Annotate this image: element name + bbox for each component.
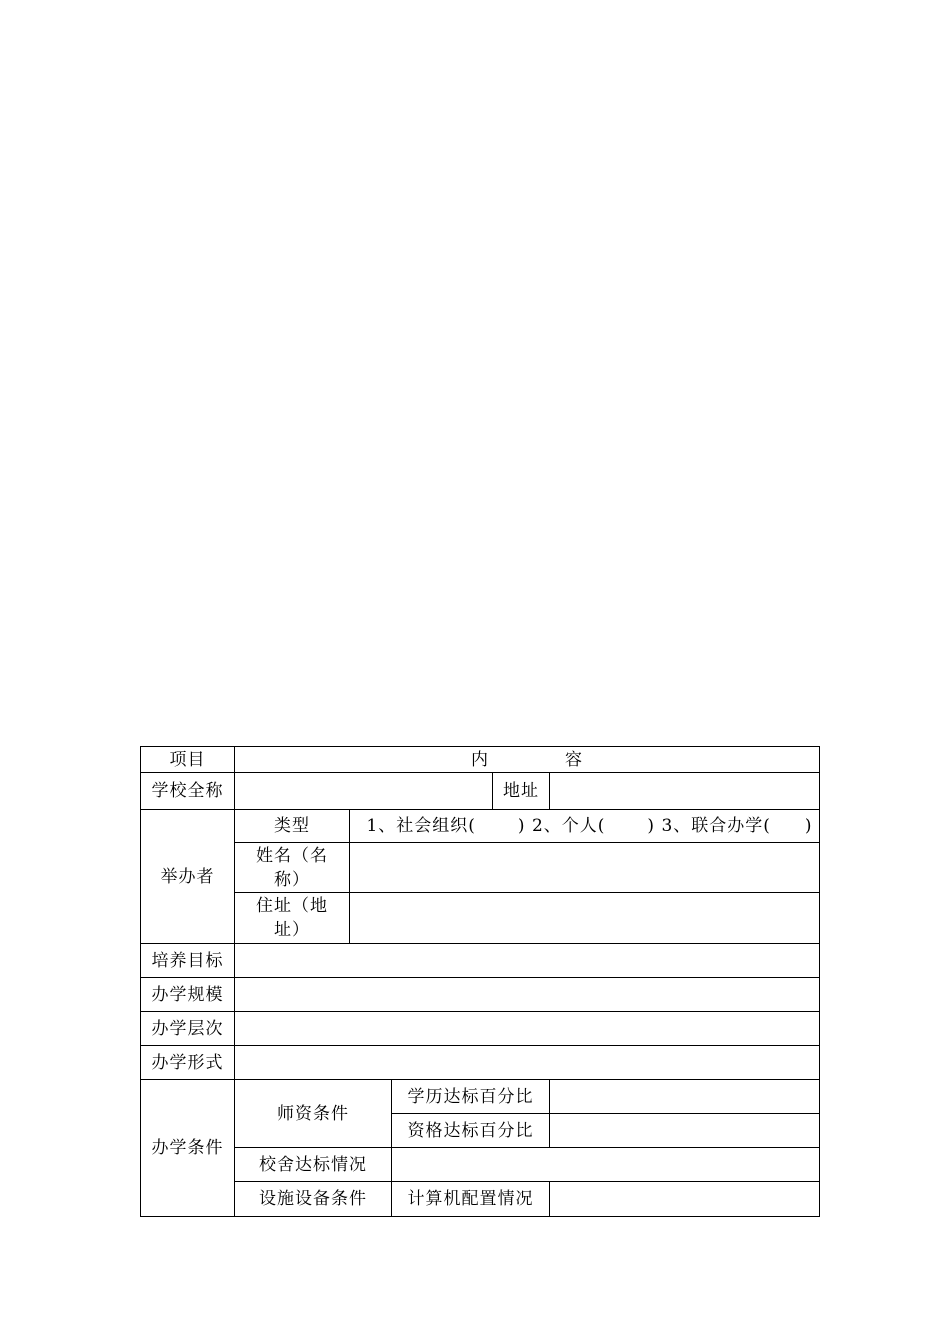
level-row [141,1012,820,1046]
residence-value[interactable] [350,893,820,944]
form-value[interactable] [235,1046,820,1080]
campus-label: 校舍达标情况 [235,1148,392,1182]
residence-label: 住址（地址） [235,893,350,944]
option-individual-close: ) [647,816,656,836]
header-content-char-2: 容 [565,749,584,770]
school-name-label: 学校全称 [141,773,235,810]
level-label: 办学层次 [141,1012,235,1046]
type-label: 类型 [235,810,350,843]
goal-label: 培养目标 [141,944,235,978]
form-table [140,746,820,1217]
header-content-char-1: 内 [471,749,490,770]
facility-label: 设施设备条件 [235,1182,392,1217]
option-social-organization[interactable]: 1、社会组织( [366,816,476,836]
header-item-cell: 项目 [141,747,235,773]
organizer-name-row [141,843,820,893]
qualification-rate-label: 资格达标百分比 [392,1114,550,1148]
header-row [141,747,820,773]
organizer-residence-row [141,893,820,944]
organizer-type-row [141,810,820,843]
scale-value[interactable] [235,978,820,1012]
level-value[interactable] [235,1012,820,1046]
form-row [141,1046,820,1080]
qualification-rate-value[interactable] [550,1114,820,1148]
facility-row [141,1182,820,1217]
conditions-label: 办学条件 [141,1080,235,1217]
name-value[interactable] [350,843,820,893]
type-options [350,810,820,843]
scale-label: 办学规模 [141,978,235,1012]
school-row [141,773,820,810]
organizer-label: 举办者 [141,810,235,944]
education-rate-row [141,1080,820,1114]
option-joint-school-close: ) [804,816,813,836]
campus-row [141,1148,820,1182]
option-joint-school[interactable]: 3、联合办学( [661,816,771,836]
header-content-cell [235,747,820,773]
address-value[interactable] [550,773,820,810]
school-name-value[interactable] [235,773,493,810]
campus-value[interactable] [392,1148,820,1182]
computer-value[interactable] [550,1182,820,1217]
computer-label: 计算机配置情况 [392,1182,550,1217]
address-label: 地址 [493,773,550,810]
education-rate-value[interactable] [550,1080,820,1114]
education-rate-label: 学历达标百分比 [392,1080,550,1114]
goal-value[interactable] [235,944,820,978]
form-label: 办学形式 [141,1046,235,1080]
scale-row [141,978,820,1012]
faculty-label: 师资条件 [235,1080,392,1148]
school-application-form [140,746,820,1216]
option-individual[interactable]: 2、个人( [531,816,606,836]
option-social-organization-close: ) [517,816,526,836]
goal-row [141,944,820,978]
name-label: 姓名（名称） [235,843,350,893]
